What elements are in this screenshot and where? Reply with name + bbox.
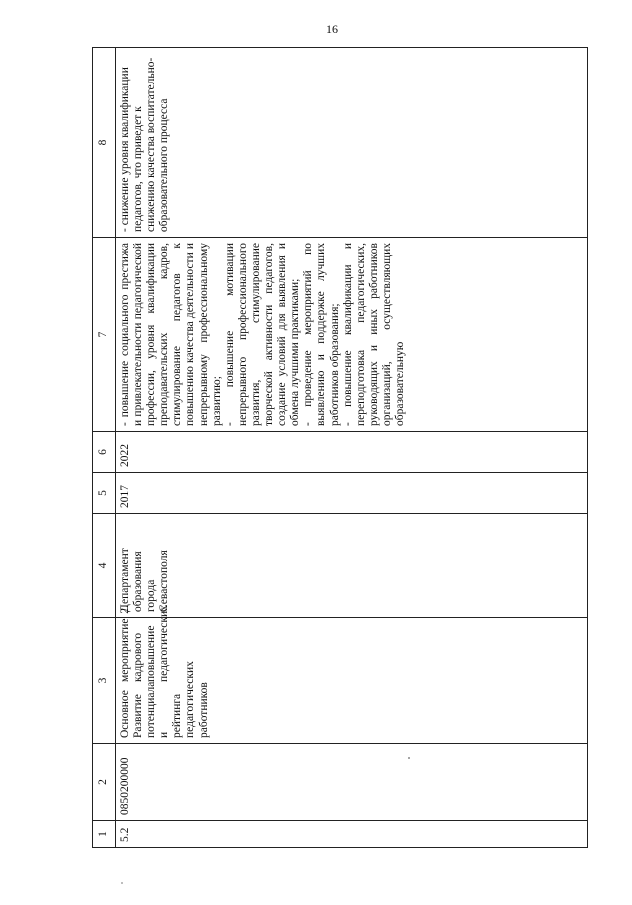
expected-results (116, 238, 588, 432)
budget-code: 0850200000 (116, 744, 588, 821)
responsible-executor: Департамент образования города Севастополя (116, 514, 588, 618)
result-item: - повышение мотивации непрерывного профессионального развития, стимулирование творческой активности педагогов, создание условий для выявления и обмена лучшими практиками; (223, 243, 302, 426)
item-number: 5.2 (116, 821, 588, 848)
end-year: 2022 (116, 432, 588, 473)
start-year: 2017 (116, 473, 588, 514)
column-number-4: 4 (93, 514, 116, 618)
header-row (93, 48, 116, 848)
column-number-2: 2 (93, 744, 116, 821)
measure-name (116, 605, 588, 744)
scan-speck (121, 882, 123, 884)
column-number-5: 5 (93, 473, 116, 514)
non-implementation-consequences: - снижение уровня квалификации педагогов, что приведет к снижению качества воспитательно-образовательного процесса (116, 48, 588, 238)
result-item: - проведение мероприятий по выявлению и поддержке лучших работников образования; (302, 243, 341, 426)
measures-table (92, 48, 588, 848)
measure-name-right: мероприятие 2. кадрового повышение педагогических (119, 605, 171, 682)
column-number-6: 6 (93, 432, 116, 473)
table-row (116, 48, 588, 848)
column-number-3: 3 (93, 618, 116, 744)
page-number: 16 (326, 22, 338, 36)
result-item: - повышение социального престижа и привлекательности педагогической профессии, уровня квалификации преподавательских кадров, стимулирование педагогов к повышению качества деятельности и непрерывному профессиональному развитию; (119, 243, 223, 426)
measure-name-left: Основное Развитие потенциала и рейтинга педагогических работников (119, 661, 210, 738)
result-item: - повышение квалификации и переподготовка педагогических, руководящих и иных работников организаций, осуществляющих образовательную (341, 243, 406, 426)
scan-speck (408, 757, 410, 759)
column-number-7: 7 (93, 238, 116, 432)
column-number-1: 1 (93, 821, 116, 848)
column-number-8: 8 (93, 48, 116, 238)
